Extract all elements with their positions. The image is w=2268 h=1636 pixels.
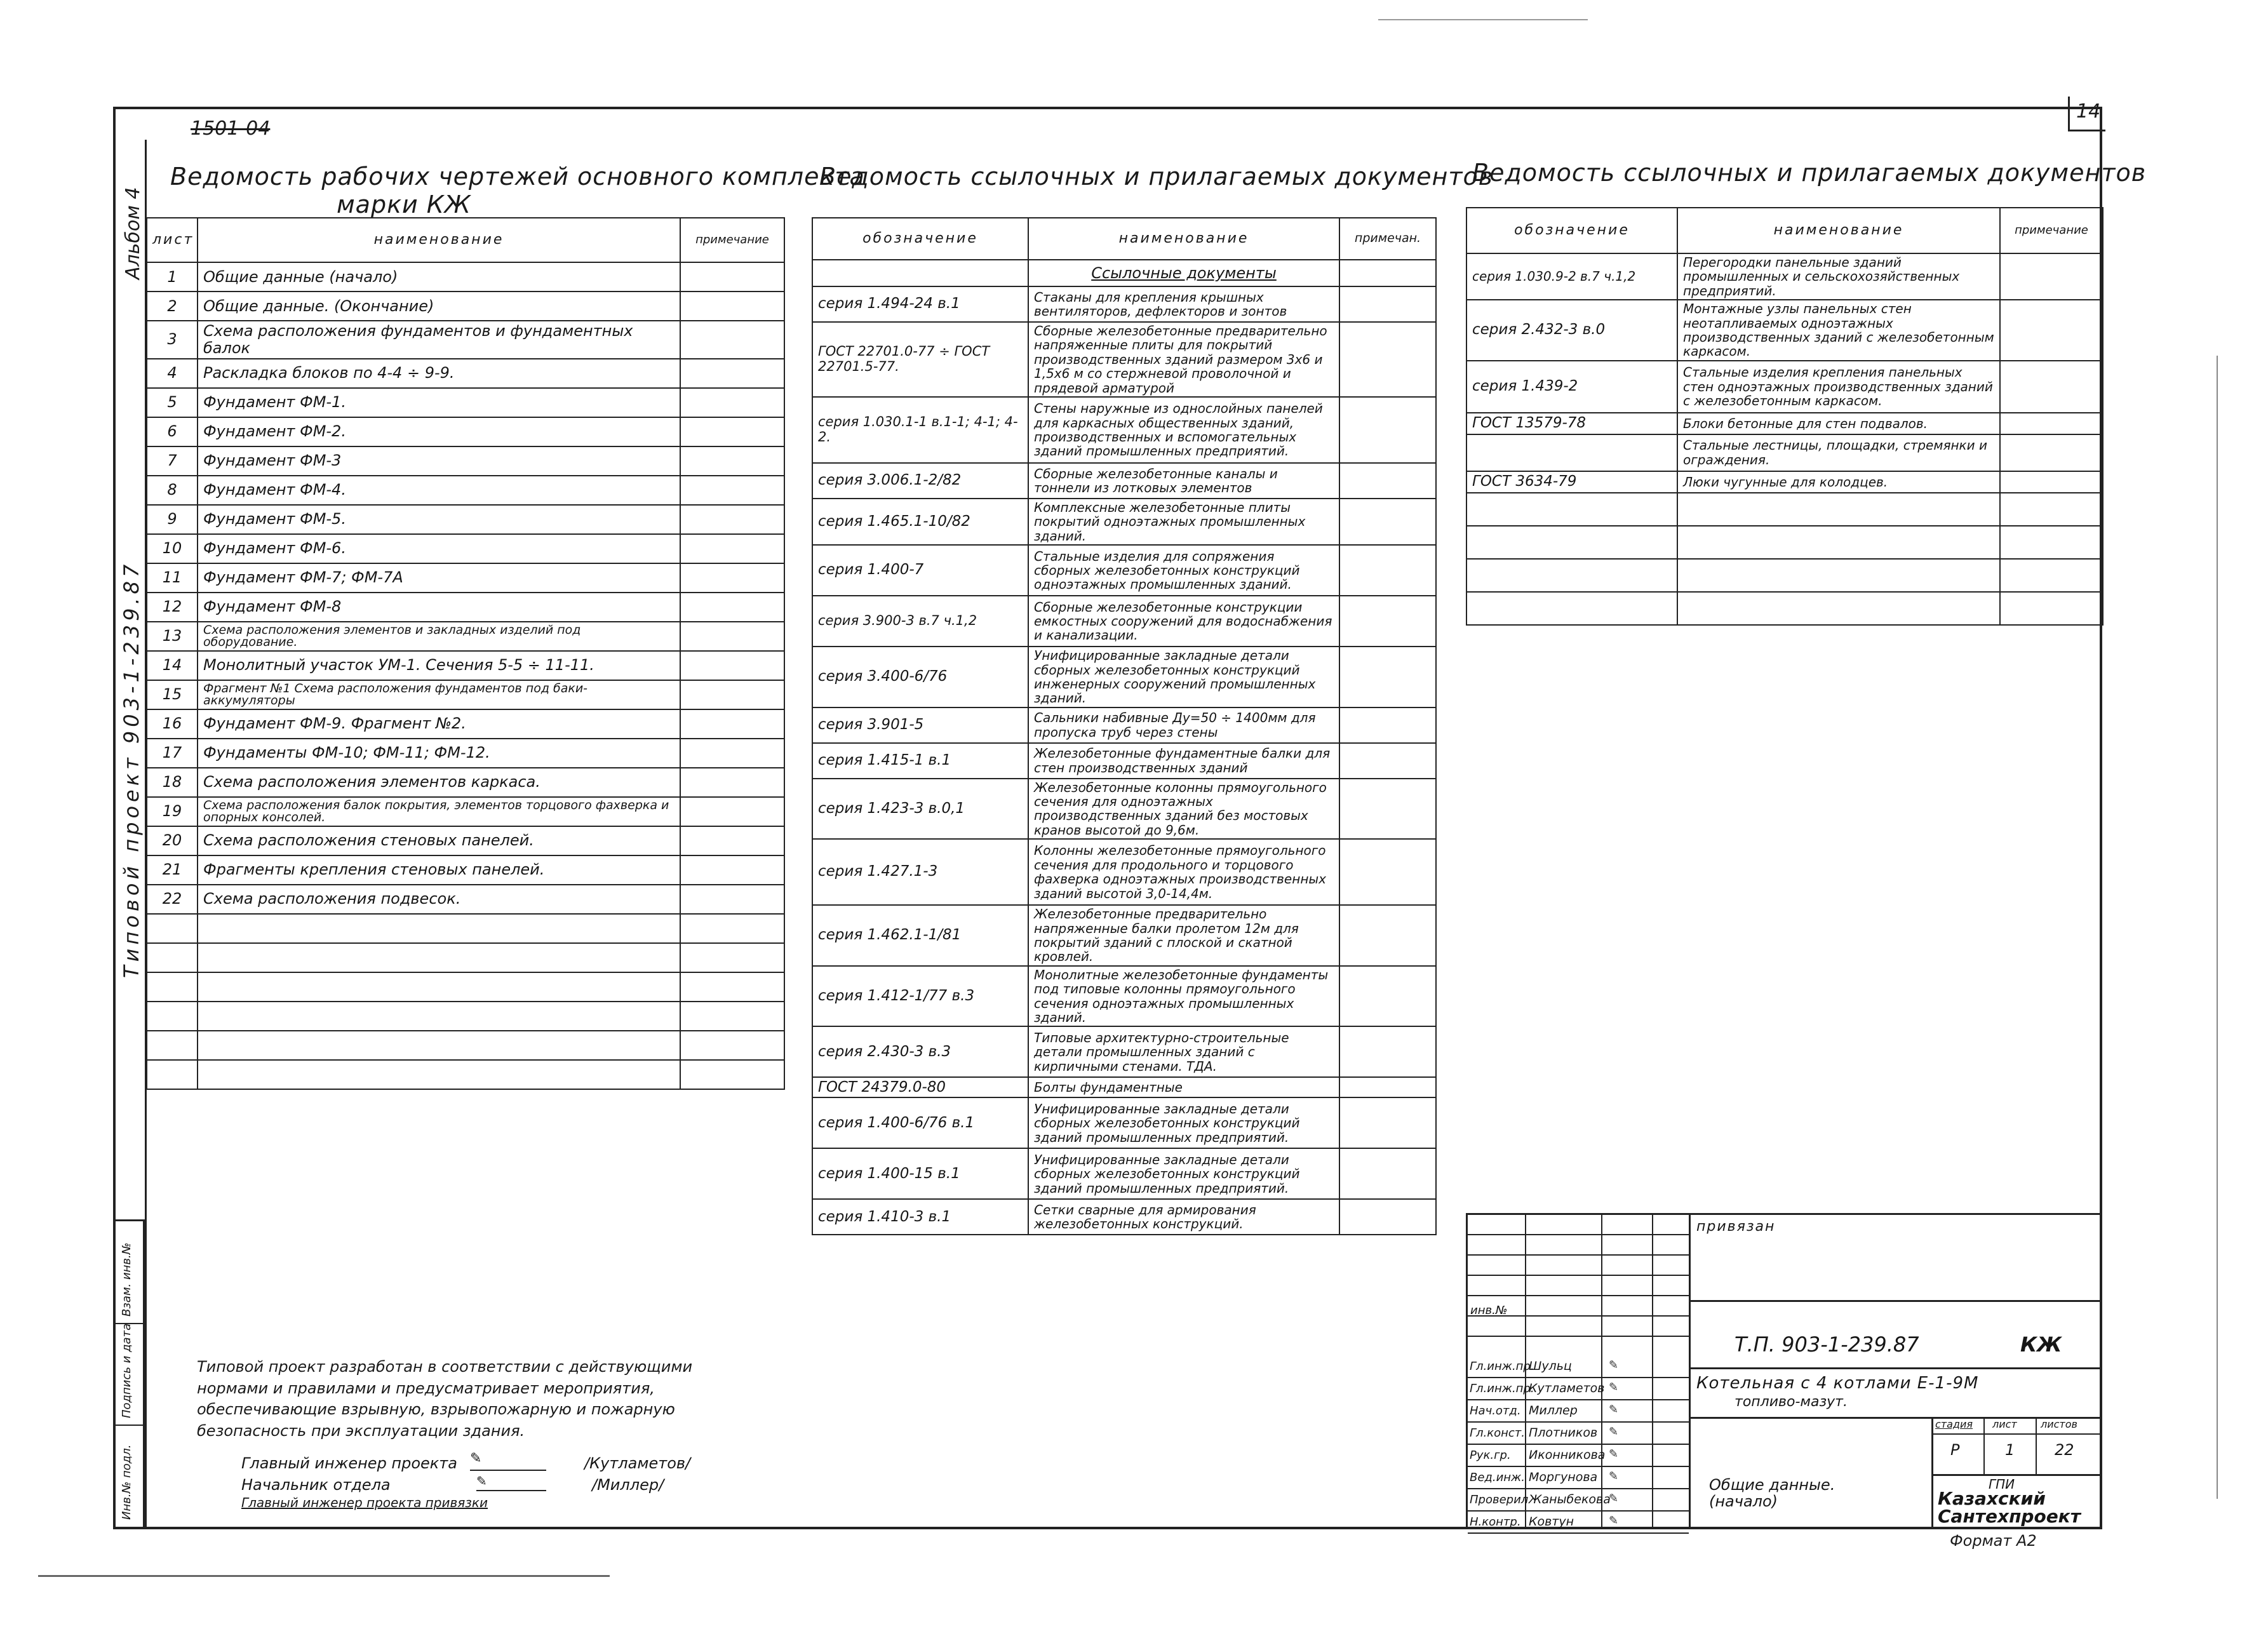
table-row xyxy=(147,563,784,593)
sheet-name-cell: Схема расположения фундаментов и фундаментных балок xyxy=(198,321,680,359)
table-row xyxy=(147,292,784,321)
table1-title-line1: Ведомость рабочих чертежей основного комплекта xyxy=(170,163,865,191)
doc-name-cell: Железобетонные предварительно напряженные балки пролетом 12м для покрытий зданий с плоской и скатной кровлей. xyxy=(1028,905,1339,966)
sheet-name-cell: Схема расположения балок покрытия, элементов торцового фахверка и опорных консолей. xyxy=(198,797,680,826)
general-note: Типовой проект разработан в соответствии с действующими нормами и правилами и предусматривает мероприятия, обеспечивающие взрывную, взрывопожарную и пожарную безопасность при эксплуатации здания. xyxy=(197,1358,693,1440)
project-code: Т.П. 903-1-239.87 xyxy=(1735,1332,1919,1357)
person-signature: ✎ xyxy=(1609,1514,1619,1527)
doc-code-cell: ГОСТ 22701.0-77 ÷ ГОСТ 22701.5-77. xyxy=(812,322,1028,397)
table-row xyxy=(147,505,784,534)
title-block xyxy=(1466,1213,2102,1529)
person-signature: ✎ xyxy=(1609,1470,1619,1483)
doc-code-cell: ГОСТ 24379.0-80 xyxy=(812,1077,1028,1097)
table-row xyxy=(147,359,784,388)
top-stray-line xyxy=(1378,19,1588,20)
doc-name-cell: Монолитные железобетонные фундаменты под типовые колонны прямоугольного сечения одноэтажных промышленных зданий. xyxy=(1028,966,1339,1027)
col-note: примечание xyxy=(680,218,784,262)
table-row xyxy=(147,321,784,359)
sheet-name-cell: Общие данные. (Окончание) xyxy=(198,292,680,321)
col-note: примечание xyxy=(2000,208,2103,253)
table-row xyxy=(147,797,784,826)
sheet-number-cell: 3 xyxy=(147,321,198,359)
doc-code-cell: серия 1.462.1-1/81 xyxy=(812,905,1028,966)
table-row xyxy=(1466,300,2103,361)
sheet-note-cell xyxy=(680,563,784,593)
col-name: наименование xyxy=(1677,208,2000,253)
doc-note-cell xyxy=(1339,1077,1436,1097)
sheet-header: лист xyxy=(1992,1418,2017,1430)
sheet-name-cell: Фундамент ФМ-9. Фрагмент №2. xyxy=(198,709,680,739)
stamp-person-row xyxy=(1468,1356,1689,1378)
chief-engineer-label: Главный инженер проекта xyxy=(241,1454,457,1472)
doc-name-cell: Болты фундаментные xyxy=(1028,1077,1339,1097)
table-row xyxy=(812,499,1436,545)
sheet-name-cell: Фундамент ФМ-5. xyxy=(198,505,680,534)
sheet-name-cell: Фундамент ФМ-8 xyxy=(198,593,680,622)
doc-note-cell xyxy=(2000,471,2103,493)
col-sheet: лист xyxy=(147,218,198,262)
album-label: Альбом 4 xyxy=(122,187,144,279)
doc-note-cell xyxy=(2000,434,2103,471)
format-label: Формат А2 xyxy=(1950,1532,2037,1550)
doc-code-cell: серия 3.400-6/76 xyxy=(812,647,1028,707)
doc-note-cell xyxy=(2000,413,2103,434)
doc-name-cell: Колонны железобетонные прямоугольного сечения для продольного и торцового фахверка одноэтажных производственных зданий высотой 3,0-14,4м. xyxy=(1028,839,1339,905)
sheet-note-cell xyxy=(680,709,784,739)
bottom-stray-line xyxy=(38,1575,610,1577)
table-row xyxy=(812,1097,1436,1148)
sheet-name-cell: Общие данные (начало) xyxy=(198,262,680,292)
table-row xyxy=(1466,253,2103,300)
head-department-signature: ✎ xyxy=(476,1473,546,1491)
sheet-note-cell xyxy=(680,262,784,292)
doc-code-cell: серия 2.430-3 в.3 xyxy=(812,1026,1028,1077)
sheet-name-cell: Фундамент ФМ-7; ФМ-7А xyxy=(198,563,680,593)
sheet-name-cell: Схема расположения элементов и закладных изделий под оборудование. xyxy=(198,622,680,651)
table-row xyxy=(812,322,1436,397)
table-row xyxy=(812,463,1436,499)
chief-engineer-signature: ✎ xyxy=(470,1451,546,1471)
doc-name-cell: Унифицированные закладные детали сборных железобетонных конструкций инженерных сооружений промышленных зданий. xyxy=(1028,647,1339,707)
person-role: Вед.инж. xyxy=(1470,1471,1525,1484)
table3-title: Ведомость ссылочных и прилагаемых документов xyxy=(1472,159,2147,187)
person-name: Жаныбекова xyxy=(1529,1492,1611,1506)
doc-note-cell xyxy=(1339,905,1436,966)
stamp-grid-line xyxy=(1468,1234,1689,1235)
doc-name-cell: Стаканы для крепления крышных вентиляторов, дефлекторов и зонтов xyxy=(1028,286,1339,322)
binding-label: привязан xyxy=(1696,1219,1776,1235)
person-role: Нач.отд. xyxy=(1470,1404,1521,1418)
sheet-note-cell xyxy=(680,359,784,388)
doc-note-cell xyxy=(1339,322,1436,397)
doc-name-cell: Типовые архитектурно-строительные детали промышленных зданий с кирпичными стенами. ТДА. xyxy=(1028,1026,1339,1077)
sheet-note-cell xyxy=(680,388,784,417)
empty-row xyxy=(147,1002,784,1031)
table-row xyxy=(147,826,784,855)
object-line1: Котельная с 4 котлами Е-1-9М xyxy=(1696,1374,1979,1393)
table-row xyxy=(147,446,784,476)
doc-note-cell xyxy=(1339,463,1436,499)
person-role: Рук.гр. xyxy=(1470,1449,1511,1462)
drawing-mark: КЖ xyxy=(2020,1332,2062,1357)
sheet-note-cell xyxy=(680,739,784,768)
col-code: обозначение xyxy=(812,218,1028,260)
doc-note-cell xyxy=(1339,779,1436,840)
sheet-name-cell: Фрагменты крепления стеновых панелей. xyxy=(198,855,680,885)
replacement-inv-label: Взам. инв.№ xyxy=(120,1242,133,1317)
doc-code-cell: ГОСТ 3634-79 xyxy=(1466,471,1677,493)
person-role: Н.контр. xyxy=(1470,1515,1521,1529)
doc-note-cell xyxy=(1339,966,1436,1027)
sheet-name-cell: Фундамент ФМ-1. xyxy=(198,388,680,417)
doc-name-cell: Унифицированные закладные детали сборных железобетонных конструкций зданий промышленных предприятий. xyxy=(1028,1148,1339,1199)
person-name: Ковтун xyxy=(1529,1515,1574,1529)
doc-name-cell: Стальные лестницы, площадки, стремянки и ограждения. xyxy=(1677,434,2000,471)
table-row xyxy=(812,596,1436,647)
table-row xyxy=(812,1026,1436,1077)
stamp-person-row xyxy=(1468,1512,1689,1534)
sheet-number-cell: 15 xyxy=(147,680,198,709)
chief-binding-label: Главный инженер проекта привязки xyxy=(241,1495,488,1510)
sheet-note-cell xyxy=(680,797,784,826)
sheet-name-cell: Фундаменты ФМ-10; ФМ-11; ФМ-12. xyxy=(198,739,680,768)
org-line3: Сантехпроект xyxy=(1938,1506,2081,1527)
table-row xyxy=(1466,434,2103,471)
doc-code-cell: серия 1.439-2 xyxy=(1466,361,1677,413)
empty-row xyxy=(147,914,784,943)
signature-date-label: Подпись и дата xyxy=(120,1323,133,1418)
table-row xyxy=(147,855,784,885)
table-row xyxy=(147,417,784,446)
sheet-note-cell xyxy=(680,417,784,446)
sheet-number-cell: 19 xyxy=(147,797,198,826)
attached-docs-table xyxy=(1466,207,2104,626)
empty-row xyxy=(1466,559,2103,592)
doc-code-cell: серия 1.494-24 в.1 xyxy=(812,286,1028,322)
sheet-number-cell: 10 xyxy=(147,534,198,563)
doc-note-cell xyxy=(1339,1148,1436,1199)
doc-code-cell: серия 1.415-1 в.1 xyxy=(812,743,1028,779)
doc-note-cell xyxy=(2000,361,2103,413)
doc-name-cell: Комплексные железобетонные плиты покрытий одноэтажных промышленных зданий. xyxy=(1028,499,1339,545)
person-signature: ✎ xyxy=(1609,1403,1619,1416)
empty-row xyxy=(1466,592,2103,625)
sheet-number-cell: 6 xyxy=(147,417,198,446)
table-row xyxy=(812,779,1436,840)
left-strip-stamp xyxy=(113,1219,145,1529)
person-signature: ✎ xyxy=(1609,1358,1619,1372)
sheet-note-cell xyxy=(680,651,784,680)
table-row xyxy=(812,545,1436,596)
table-row xyxy=(812,966,1436,1027)
drawings-list-table xyxy=(146,217,785,1090)
stage-value: Р xyxy=(1950,1441,1960,1459)
table-row xyxy=(812,707,1436,743)
doc-code-cell: серия 1.400-6/76 в.1 xyxy=(812,1097,1028,1148)
stamp-person-row xyxy=(1468,1378,1689,1400)
table-row xyxy=(147,709,784,739)
stamp-grid-line xyxy=(1468,1336,1689,1337)
table-row xyxy=(147,651,784,680)
referenced-docs-table xyxy=(812,217,1437,1235)
doc-note-cell xyxy=(1339,545,1436,596)
doc-note-cell xyxy=(1339,596,1436,647)
sheet-name-cell: Фундамент ФМ-4. xyxy=(198,476,680,505)
doc-code-cell: серия 3.901-5 xyxy=(812,707,1028,743)
doc-name-cell: Люки чугунные для колодцев. xyxy=(1677,471,2000,493)
sheet-number-cell: 7 xyxy=(147,446,198,476)
doc-name-cell: Стальные изделия крепления панельных стен одноэтажных производственных зданий с железобетонным каркасом. xyxy=(1677,361,2000,413)
document-name: Общие данные. (начало) xyxy=(1709,1476,1835,1511)
doc-code-cell: серия 1.465.1-10/82 xyxy=(812,499,1028,545)
doc-note-cell xyxy=(1339,1199,1436,1235)
right-stray-line xyxy=(2217,356,2218,1499)
person-signature: ✎ xyxy=(1609,1381,1619,1394)
sheet-note-cell xyxy=(680,292,784,321)
table1-title xyxy=(170,163,865,218)
sheet-number-cell: 18 xyxy=(147,768,198,797)
doc-name-cell: Сетки сварные для армирования железобетонных конструкций. xyxy=(1028,1199,1339,1235)
head-department-label: Начальник отдела xyxy=(241,1476,391,1494)
table-row xyxy=(147,680,784,709)
doc-note-cell xyxy=(1339,743,1436,779)
sheet-number: 14 xyxy=(2076,100,2101,123)
empty-row xyxy=(147,1031,784,1060)
person-name: Кутламетов xyxy=(1529,1381,1605,1395)
sheet-note-cell xyxy=(680,768,784,797)
doc-code-cell: серия 1.412-1/77 в.3 xyxy=(812,966,1028,1027)
stamp-grid-line xyxy=(1468,1275,1689,1276)
section-header: Ссылочные документы xyxy=(1028,260,1339,286)
col-name: наименование xyxy=(1028,218,1339,260)
doc-name-cell: Железобетонные колонны прямоугольного сечения для одноэтажных производственных зданий без мостовых кранов высотой до 9,6м. xyxy=(1028,779,1339,840)
stage-header: стадия xyxy=(1935,1418,1973,1430)
table-row xyxy=(812,286,1436,322)
empty-row xyxy=(147,943,784,972)
table-row xyxy=(812,839,1436,905)
sheet-note-cell xyxy=(680,476,784,505)
table-row xyxy=(1466,361,2103,413)
sheet-name-cell: Монолитный участок УМ-1. Сечения 5-5 ÷ 11-11. xyxy=(198,651,680,680)
table-row xyxy=(1466,471,2103,493)
doc-note-cell xyxy=(1339,286,1436,322)
sheet-note-cell xyxy=(680,885,784,914)
sheet-value: 1 xyxy=(2005,1441,2015,1459)
inv-label: инв.№ xyxy=(1470,1304,1508,1317)
sheets-header: листов xyxy=(2041,1418,2077,1430)
sheet-note-cell xyxy=(680,446,784,476)
table-row xyxy=(147,388,784,417)
person-role: Проверил xyxy=(1470,1493,1529,1506)
stamp-person-row xyxy=(1468,1445,1689,1467)
sheet-note-cell xyxy=(680,593,784,622)
doc-code-cell: серия 1.400-7 xyxy=(812,545,1028,596)
table-row xyxy=(147,885,784,914)
stamp-grid-line xyxy=(1468,1254,1689,1256)
sheets-value: 22 xyxy=(2055,1441,2074,1459)
person-name: Миллер xyxy=(1529,1404,1578,1418)
person-role: Гл.конст. xyxy=(1470,1426,1526,1440)
sheet-number-cell: 13 xyxy=(147,622,198,651)
person-signature: ✎ xyxy=(1609,1492,1619,1505)
sheet-note-cell xyxy=(680,855,784,885)
sheet-number-cell: 5 xyxy=(147,388,198,417)
project-label: Типовой проект 903-1-239.87 xyxy=(119,560,144,978)
org-line1: ГПИ xyxy=(1989,1477,2015,1492)
sheet-name-cell: Схема расположения подвесок. xyxy=(198,885,680,914)
org-line2: Казахский xyxy=(1938,1488,2046,1509)
empty-row xyxy=(147,972,784,1002)
doc-name-cell: Сальники набивные Ду=50 ÷ 1400мм для пропуска труб через стены xyxy=(1028,707,1339,743)
table-row xyxy=(147,262,784,292)
table-row xyxy=(147,476,784,505)
doc-note-cell xyxy=(1339,499,1436,545)
doc-code-cell: серия 1.410-3 в.1 xyxy=(812,1199,1028,1235)
sheet-name-cell: Схема расположения элементов каркаса. xyxy=(198,768,680,797)
sheet-number-cell: 1 xyxy=(147,262,198,292)
table-row xyxy=(812,1199,1436,1235)
sheet-number-cell: 8 xyxy=(147,476,198,505)
person-role: Гл.инж.пр. xyxy=(1470,1382,1534,1395)
sheet-number-cell: 14 xyxy=(147,651,198,680)
table-row xyxy=(812,905,1436,966)
doc-note-cell xyxy=(1339,839,1436,905)
doc-code-cell: серия 3.006.1-2/82 xyxy=(812,463,1028,499)
doc-code-cell: ГОСТ 13579-78 xyxy=(1466,413,1677,434)
sheet-name-cell: Фундамент ФМ-2. xyxy=(198,417,680,446)
table-row xyxy=(812,1077,1436,1097)
head-department-name: /Миллер/ xyxy=(592,1476,664,1494)
doc-code-cell: серия 1.030.1-1 в.1-1; 4-1; 4-2. xyxy=(812,397,1028,463)
person-name: Шульц xyxy=(1529,1359,1572,1373)
table-row xyxy=(812,1148,1436,1199)
table-row xyxy=(1466,413,2103,434)
doc-name-cell: Стальные изделия для сопряжения сборных железобетонных конструкций одноэтажных промышленных зданий. xyxy=(1028,545,1339,596)
sheet-note-cell xyxy=(680,680,784,709)
doc-note-cell xyxy=(1339,647,1436,707)
doc-note-cell xyxy=(1339,397,1436,463)
doc-code-cell xyxy=(1466,434,1677,471)
person-signature: ✎ xyxy=(1609,1425,1619,1438)
person-name: Плотников xyxy=(1529,1426,1598,1440)
sheet-number-cell: 4 xyxy=(147,359,198,388)
sheet-number-cell: 17 xyxy=(147,739,198,768)
table-row xyxy=(812,743,1436,779)
table-row xyxy=(147,768,784,797)
empty-row xyxy=(1466,526,2103,559)
doc-name-cell: Перегородки панельные зданий промышленных и сельскохозяйственных предприятий. xyxy=(1677,253,2000,300)
sheet-name-cell: Фрагмент №1 Схема расположения фундаментов под баки-аккумуляторы xyxy=(198,680,680,709)
person-signature: ✎ xyxy=(1609,1447,1619,1461)
sheet-number-cell: 9 xyxy=(147,505,198,534)
sheet-name-cell: Схема расположения стеновых панелей. xyxy=(198,826,680,855)
person-name: Иконникова xyxy=(1529,1448,1606,1462)
sheet-number-cell: 2 xyxy=(147,292,198,321)
doc-name-cell: Сборные железобетонные конструкции емкостных сооружений для водоснабжения и канализации. xyxy=(1028,596,1339,647)
doc-name-cell: Монтажные узлы панельных стен неотапливаемых одноэтажных производственных зданий с железобетонным каркасом. xyxy=(1677,300,2000,361)
sheet-note-cell xyxy=(680,321,784,359)
stamp-person-row xyxy=(1468,1467,1689,1489)
doc-note-cell xyxy=(2000,253,2103,300)
sheet-number-cell: 20 xyxy=(147,826,198,855)
table2-title: Ведомость ссылочных и прилагаемых документов xyxy=(819,163,1494,191)
sheet-number-cell: 16 xyxy=(147,709,198,739)
empty-row xyxy=(1466,493,2103,526)
sheet-note-cell xyxy=(680,534,784,563)
doc-code-cell: серия 1.400-15 в.1 xyxy=(812,1148,1028,1199)
sheet-note-cell xyxy=(680,622,784,651)
table-row xyxy=(147,593,784,622)
person-name: Моргунова xyxy=(1529,1470,1598,1484)
doc-code-cell: серия 1.030.9-2 в.7 ч.1,2 xyxy=(1466,253,1677,300)
doc-name-cell: Железобетонные фундаментные балки для стен производственных зданий xyxy=(1028,743,1339,779)
chief-engineer-name: /Кутламетов/ xyxy=(584,1454,691,1472)
doc-code-cell: серия 3.900-3 в.7 ч.1,2 xyxy=(812,596,1028,647)
doc-name-cell: Сборные железобетонные каналы и тоннели из лотковых элементов xyxy=(1028,463,1339,499)
object-line2: топливо-мазут. xyxy=(1735,1394,1848,1410)
doc-code-cell: серия 2.432-3 в.0 xyxy=(1466,300,1677,361)
sheet-note-cell xyxy=(680,826,784,855)
table-row xyxy=(812,397,1436,463)
sheet-name-cell: Фундамент ФМ-6. xyxy=(198,534,680,563)
stamp-grid-line xyxy=(1468,1295,1689,1296)
doc-note-cell xyxy=(1339,707,1436,743)
doc-note-cell xyxy=(2000,300,2103,361)
table-row xyxy=(147,622,784,651)
doc-name-cell: Блоки бетонные для стен подвалов. xyxy=(1677,413,2000,434)
doc-name-cell: Сборные железобетонные предварительно напряженные плиты для покрытий производственных зданий размером 3х6 и 1,5х6 м со стержневой проволочной и прядевой арматурой xyxy=(1028,322,1339,397)
stamp-person-row xyxy=(1468,1400,1689,1423)
table-row xyxy=(147,739,784,768)
drawing-code: 1501-04 xyxy=(191,117,271,140)
person-role: Гл.инж.пр. xyxy=(1470,1360,1534,1373)
doc-note-cell xyxy=(1339,1097,1436,1148)
sheet-number-cell: 12 xyxy=(147,593,198,622)
sheet-name-cell: Фундамент ФМ-3 xyxy=(198,446,680,476)
signature-block xyxy=(241,1451,737,1510)
doc-name-cell: Стены наружные из однослойных панелей для каркасных общественных зданий, производственных и вспомогательных зданий промышленных предприятий. xyxy=(1028,397,1339,463)
col-note: примечан. xyxy=(1339,218,1436,260)
col-code: обозначение xyxy=(1466,208,1677,253)
sheet-number-cell: 11 xyxy=(147,563,198,593)
doc-code-cell: серия 1.427.1-3 xyxy=(812,839,1028,905)
empty-row xyxy=(147,1060,784,1089)
stamp-person-row xyxy=(1468,1423,1689,1445)
col-name: наименование xyxy=(198,218,680,262)
table-row xyxy=(812,647,1436,707)
table1-title-line2: марки КЖ xyxy=(337,191,471,218)
doc-note-cell xyxy=(1339,1026,1436,1077)
doc-code-cell: серия 1.423-3 в.0,1 xyxy=(812,779,1028,840)
table-row xyxy=(147,534,784,563)
sheet-number-cell: 21 xyxy=(147,855,198,885)
doc-name-cell: Унифицированные закладные детали сборных железобетонных конструкций зданий промышленных предприятий. xyxy=(1028,1097,1339,1148)
stamp-person-row xyxy=(1468,1489,1689,1512)
sheet-number-cell: 22 xyxy=(147,885,198,914)
inv-podl-label: Инв.№ подл. xyxy=(120,1444,133,1520)
sheet-note-cell xyxy=(680,505,784,534)
sheet-name-cell: Раскладка блоков по 4-4 ÷ 9-9. xyxy=(198,359,680,388)
